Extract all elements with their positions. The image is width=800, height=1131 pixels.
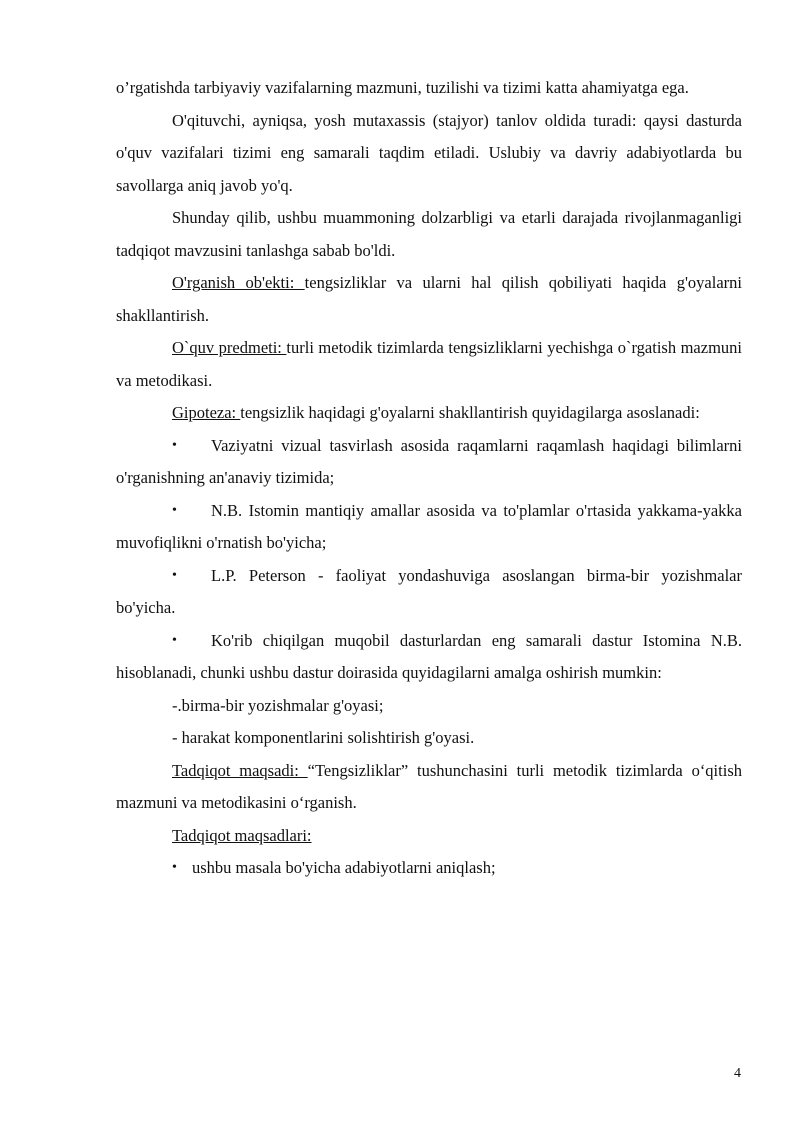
- bullet-icon: •: [172, 437, 177, 453]
- subject-text: turli metodik tizimlarda tengsizliklarni yechishga o`rgatish mazmuni va metodikasi.: [116, 338, 742, 390]
- subject-label: O`quv predmeti:: [172, 338, 287, 357]
- bullet-icon: •: [172, 632, 177, 648]
- bullet-icon: •: [172, 502, 177, 518]
- paragraph-continuation: o’rgatishda tarbiyaviy vazifalarning mazmuni, tuzilishi va tizimi katta ahamiyatga ega.: [116, 78, 689, 97]
- goal-text: “Tengsizliklar” tushunchasini turli metodik tizimlarda o‘qitish mazmuni va metodikasini o‘rganish.: [116, 760, 742, 812]
- dash-item: - harakat komponentlarini solishtirish g'oyasi.: [172, 728, 475, 747]
- bullet-icon: •: [172, 860, 177, 875]
- list-item-text: L.P. Peterson - faoliyat yondashuviga asoslangan birma-bir yozishmalar bo'yicha.: [116, 565, 742, 617]
- object-text: tengsizliklar va ularni hal qilish qobiliyati haqida g'oyalarni shakllantirish.: [116, 273, 742, 325]
- list-item-text: ushbu masala bo'yicha adabiyotlarni aniqlash;: [192, 858, 496, 877]
- bullet-icon: •: [172, 567, 177, 583]
- list-item-text: Vaziyatni vizual tasvirlash asosida raqamlarni raqamlash haqidagi bilimlarni o'rganishning an'anaviy tizimida;: [116, 435, 742, 487]
- list-item-text: Ko'rib chiqilgan muqobil dasturlardan eng samarali dastur Istomina N.B. hisoblanadi, chunki ushbu dastur doirasida quyidagilarni amalga oshirish mumkin:: [116, 630, 742, 682]
- paragraph-relevance: Shunday qilib, ushbu muammoning dolzarbligi va etarli darajada rivojlanmaganligi tadqiqot mavzusini tanlashga sabab bo'ldi.: [116, 208, 742, 260]
- paragraph-teacher-choice: O'qituvchi, ayniqsa, yosh mutaxassis (stajyor) tanlov oldida turadi: qaysi dasturda o'quv vazifalari tizimi eng samarali taqdim etiladi. Uslubiy va davriy adabiyotlarda bu savollarga aniq javob yo'q.: [116, 110, 742, 195]
- paragraph-subject: [116, 332, 742, 397]
- list-item: [116, 625, 742, 690]
- list-item: [116, 495, 742, 560]
- paragraph-goal: [116, 755, 742, 820]
- list-item: [116, 560, 742, 625]
- paragraph-objectives: [116, 820, 742, 853]
- hypothesis-text: tengsizlik haqidagi g'oyalarni shakllantirish quyidagilarga asoslanadi:: [240, 403, 700, 422]
- document-page: [116, 72, 742, 885]
- objectives-label: Tadqiqot maqsadlari:: [172, 825, 312, 845]
- hypothesis-label: Gipoteza:: [172, 403, 241, 422]
- paragraph-object: [116, 267, 742, 332]
- object-label: O'rganish ob'ekti:: [172, 273, 305, 292]
- list-item-text: N.B. Istomin mantiqiy amallar asosida va to'plamlar o'rtasida yakkama-yakka muvofiqlikni o'rnatish bo'yicha;: [116, 500, 742, 552]
- list-item: [116, 852, 742, 885]
- list-item: [116, 430, 742, 495]
- page-number: 4: [734, 1066, 741, 1081]
- dash-item: -.birma-bir yozishmalar g'oyasi;: [172, 695, 384, 715]
- paragraph-hypothesis: [116, 397, 742, 430]
- goal-label: Tadqiqot maqsadi:: [172, 760, 308, 780]
